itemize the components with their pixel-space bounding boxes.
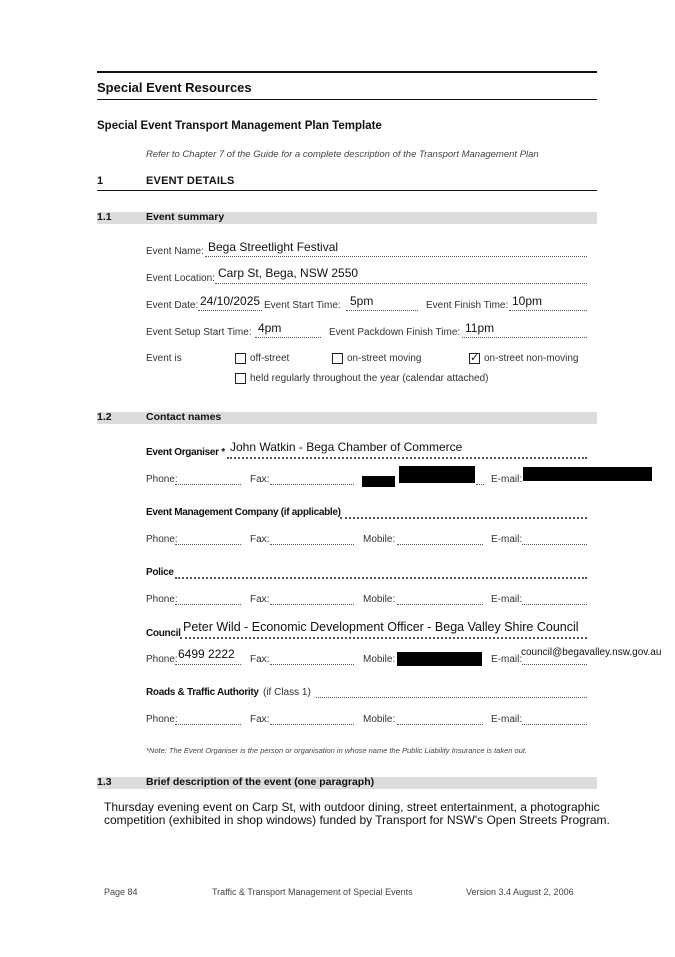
chapter-rule xyxy=(97,190,597,191)
mgmt-company-label: Event Management Company (if applicable) xyxy=(146,507,341,518)
event-date-label: Event Date: xyxy=(146,300,199,311)
council-phone-line xyxy=(175,664,241,665)
chapter-title: EVENT DETAILS xyxy=(146,175,235,187)
mgmt-email-label: E-mail: xyxy=(491,534,523,545)
mgmt-phone-label: Phone: xyxy=(146,534,178,545)
setup-time-line xyxy=(255,337,321,338)
rta-suffix: (if Class 1) xyxy=(263,687,311,698)
organiser-value[interactable]: John Watkin - Bega Chamber of Commerce xyxy=(230,440,463,454)
organiser-phone-line xyxy=(175,484,241,485)
event-location-label: Event Location: xyxy=(146,273,215,284)
rta-label: Roads & Traffic Authority xyxy=(146,687,259,698)
description-line-1[interactable]: Thursday evening event on Carp St, with outdoor dining, street entertainment, a photographic xyxy=(104,800,600,814)
start-time-label: Event Start Time: xyxy=(264,300,341,311)
finish-time-line xyxy=(509,310,587,311)
council-fax-label: Fax: xyxy=(250,654,270,665)
organiser-mobile-redaction xyxy=(362,476,395,487)
event-location-line xyxy=(215,283,587,284)
event-date-line xyxy=(198,310,262,311)
rta-mobile-line xyxy=(397,724,483,725)
police-fax-label: Fax: xyxy=(250,594,270,605)
council-email-label: E-mail: xyxy=(491,654,523,665)
contact-names-number: 1.2 xyxy=(97,411,112,423)
mgmt-mobile-label: Mobile: xyxy=(363,534,396,545)
organiser-line xyxy=(227,457,587,459)
check-mark-icon: ✓ xyxy=(470,352,480,364)
police-label: Police xyxy=(146,567,174,578)
event-name-label: Event Name: xyxy=(146,246,204,257)
police-fax-line xyxy=(270,604,354,605)
footer-version: Version 3.4 August 2, 2006 xyxy=(466,887,574,897)
template-title: Special Event Transport Management Plan Template xyxy=(97,120,382,132)
on-street-moving-label: on-street moving xyxy=(347,353,422,364)
council-label: Council xyxy=(146,628,181,639)
police-line xyxy=(175,577,587,579)
event-name-value[interactable]: Bega Streetlight Festival xyxy=(208,240,339,254)
packdown-time-value[interactable]: 11pm xyxy=(465,321,495,335)
rta-phone-label: Phone: xyxy=(146,714,178,725)
mgmt-phone-line xyxy=(175,544,241,545)
organiser-footnote: *Note: The Event Organiser is the person or organisation in whose name the Public Liability Insurance is taken out. xyxy=(146,746,528,755)
held-regularly-checkbox[interactable] xyxy=(235,373,246,384)
mgmt-email-line xyxy=(522,544,587,545)
council-mobile-redaction xyxy=(397,652,482,666)
organiser-email-label: E-mail: xyxy=(491,474,523,485)
description-title: Brief description of the event (one paragraph) xyxy=(146,776,375,788)
rta-mobile-label: Mobile: xyxy=(363,714,396,725)
police-email-label: E-mail: xyxy=(491,594,523,605)
mgmt-fax-line xyxy=(270,544,354,545)
finish-time-label: Event Finish Time: xyxy=(426,300,509,311)
council-fax-line xyxy=(270,664,354,665)
organiser-fax-line xyxy=(270,484,354,485)
rta-email-line xyxy=(522,724,587,725)
event-summary-title: Event summary xyxy=(146,211,225,223)
start-time-value[interactable]: 5pm xyxy=(350,294,374,308)
setup-time-label: Event Setup Start Time: xyxy=(146,327,252,338)
council-mobile-label: Mobile: xyxy=(363,654,396,665)
mgmt-fax-label: Fax: xyxy=(250,534,270,545)
description-line-2[interactable]: competition (exhibited in shop windows) funded by Transport for NSW's Open Streets Program. xyxy=(104,813,610,827)
chapter-number: 1 xyxy=(97,175,104,187)
council-phone-label: Phone: xyxy=(146,654,178,665)
packdown-time-line xyxy=(462,337,587,338)
event-date-value[interactable]: 24/10/2025 xyxy=(200,294,261,308)
setup-time-value[interactable]: 4pm xyxy=(258,321,282,335)
council-line xyxy=(180,637,587,639)
rta-email-label: E-mail: xyxy=(491,714,523,725)
council-value[interactable]: Peter Wild - Economic Development Officer - Bega Valley Shire Council xyxy=(183,620,579,634)
organiser-fax-label: Fax: xyxy=(250,474,270,485)
police-mobile-label: Mobile: xyxy=(363,594,396,605)
event-summary-number: 1.1 xyxy=(97,211,112,223)
mgmt-company-line xyxy=(340,517,587,519)
police-email-line xyxy=(522,604,587,605)
section-rule xyxy=(97,99,597,100)
off-street-label: off-street xyxy=(250,353,290,364)
section-title: Special Event Resources xyxy=(97,80,252,95)
footer-page-number: Page 84 xyxy=(104,887,138,897)
organiser-mobile-redaction-2 xyxy=(399,466,475,483)
contact-names-title: Contact names xyxy=(146,411,222,423)
council-email-line xyxy=(522,664,587,665)
police-mobile-line xyxy=(397,604,483,605)
rta-phone-line xyxy=(175,724,241,725)
council-email-value[interactable]: council@begavalley.nsw.gov.au xyxy=(521,647,662,658)
organiser-phone-label: Phone: xyxy=(146,474,178,485)
event-is-label: Event is xyxy=(146,353,182,364)
police-phone-line xyxy=(175,604,241,605)
police-phone-label: Phone: xyxy=(146,594,178,605)
mgmt-mobile-line xyxy=(397,544,483,545)
rta-fax-line xyxy=(270,724,354,725)
footer-doc-title: Traffic & Transport Management of Special Events xyxy=(212,887,413,897)
rta-line xyxy=(316,697,587,698)
council-phone-value[interactable]: 6499 2222 xyxy=(178,647,235,661)
description-number: 1.3 xyxy=(97,776,112,788)
refer-note: Refer to Chapter 7 of the Guide for a complete description of the Transport Management Plan xyxy=(146,149,539,160)
organiser-mobile-line xyxy=(476,484,484,485)
event-location-value[interactable]: Carp St, Bega, NSW 2550 xyxy=(218,266,359,280)
off-street-checkbox[interactable] xyxy=(235,353,246,364)
organiser-label: Event Organiser * xyxy=(146,447,225,458)
rta-fax-label: Fax: xyxy=(250,714,270,725)
packdown-time-label: Event Packdown Finish Time: xyxy=(329,327,461,338)
organiser-email-redaction xyxy=(523,467,652,481)
held-regularly-label: held regularly throughout the year (calendar attached) xyxy=(250,373,489,384)
on-street-non-moving-checkbox[interactable] xyxy=(469,353,480,364)
start-time-line xyxy=(346,310,418,311)
top-rule xyxy=(97,71,597,73)
on-street-moving-checkbox[interactable] xyxy=(332,353,343,364)
event-name-line xyxy=(205,256,587,257)
finish-time-value[interactable]: 10pm xyxy=(512,294,543,308)
on-street-non-moving-label: on-street non-moving xyxy=(484,353,579,364)
